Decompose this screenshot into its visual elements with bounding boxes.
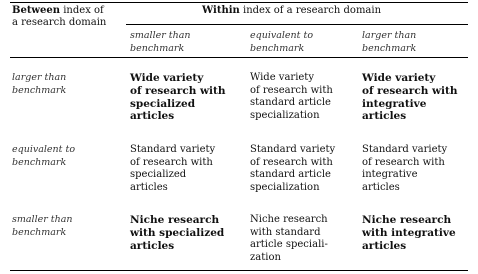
cell-line: Wide variety xyxy=(130,72,204,84)
row-label-equivalent xyxy=(12,144,75,169)
cell-line: article speciali- xyxy=(250,239,328,250)
cell-line: standard article xyxy=(250,97,331,108)
column-header-line2: benchmark xyxy=(250,42,305,54)
cell-line: of research with xyxy=(250,156,333,168)
column-header-line1: larger than xyxy=(362,30,417,41)
cell-line: Niche research xyxy=(130,214,220,226)
row-label-line1: equivalent to xyxy=(12,144,76,155)
cell-line: Standard variety xyxy=(362,144,448,155)
within-header xyxy=(202,5,381,17)
table-cell xyxy=(130,214,224,252)
row-label-line1: smaller than xyxy=(12,214,73,225)
table-cell xyxy=(362,72,458,123)
cell-line: with specialized xyxy=(130,226,225,239)
cell-line: Standard variety xyxy=(250,144,336,155)
between-header-bold: Between xyxy=(12,5,61,16)
cell-line: Wide variety xyxy=(362,72,436,84)
between-header-rest: index of xyxy=(63,5,104,16)
cell-line: articles xyxy=(362,239,407,252)
table-cell xyxy=(130,144,215,194)
column-header-line1: equivalent to xyxy=(250,30,314,41)
row-label-line2: benchmark xyxy=(12,226,67,238)
table-bottom-rule xyxy=(10,270,468,271)
table-cell xyxy=(130,72,226,123)
table-cell xyxy=(250,144,335,194)
column-header-smaller xyxy=(130,30,191,55)
within-header-bold: Within xyxy=(202,5,240,16)
row-label-smaller xyxy=(12,214,73,239)
cell-line: articles xyxy=(130,181,168,193)
row-label-line2: benchmark xyxy=(12,84,67,96)
cell-line: of research with xyxy=(250,84,333,96)
cell-line: of research with xyxy=(130,84,226,97)
table-cell xyxy=(362,214,456,252)
table-top-rule xyxy=(10,2,468,3)
table-cell xyxy=(250,214,328,264)
cell-line: Niche research xyxy=(362,214,452,226)
cell-line: Niche research xyxy=(250,214,328,225)
between-header xyxy=(12,5,106,29)
column-header-line2: benchmark xyxy=(130,42,185,54)
cell-line: zation xyxy=(250,251,281,263)
cell-line: with standard xyxy=(250,226,321,238)
cell-line: with integrative xyxy=(362,226,456,239)
cell-line: of research with xyxy=(362,84,458,97)
cell-line: specialization xyxy=(250,109,320,121)
column-header-line1: smaller than xyxy=(130,30,191,41)
cell-line: articles xyxy=(130,110,175,123)
cell-line: of research with xyxy=(130,156,213,168)
cell-line: specialized xyxy=(130,97,196,110)
within-header-rest: index of a research domain xyxy=(243,5,382,16)
within-header-rule xyxy=(126,24,468,25)
between-header-line2: a research domain xyxy=(12,17,107,28)
cell-line: specialized xyxy=(130,169,187,180)
cell-line: articles xyxy=(130,239,175,252)
cell-line: specialization xyxy=(250,181,320,193)
cell-line: of research with xyxy=(362,156,445,168)
cell-line: Standard variety xyxy=(130,144,216,155)
column-header-equivalent xyxy=(250,30,313,55)
table-cell xyxy=(250,72,333,122)
cell-line: articles xyxy=(362,181,400,193)
header-bottom-rule xyxy=(10,57,468,58)
column-header-line2: benchmark xyxy=(362,42,417,54)
cell-line: standard article xyxy=(250,169,331,180)
cell-line: integrative xyxy=(362,97,427,110)
table-cell xyxy=(362,144,447,194)
row-label-line2: benchmark xyxy=(12,156,67,168)
cell-line: articles xyxy=(362,110,407,123)
column-header-larger xyxy=(362,30,416,55)
cell-line: Wide variety xyxy=(250,72,314,83)
cell-line: integrative xyxy=(362,169,418,180)
row-label-larger xyxy=(12,72,66,97)
row-label-line1: larger than xyxy=(12,72,67,83)
